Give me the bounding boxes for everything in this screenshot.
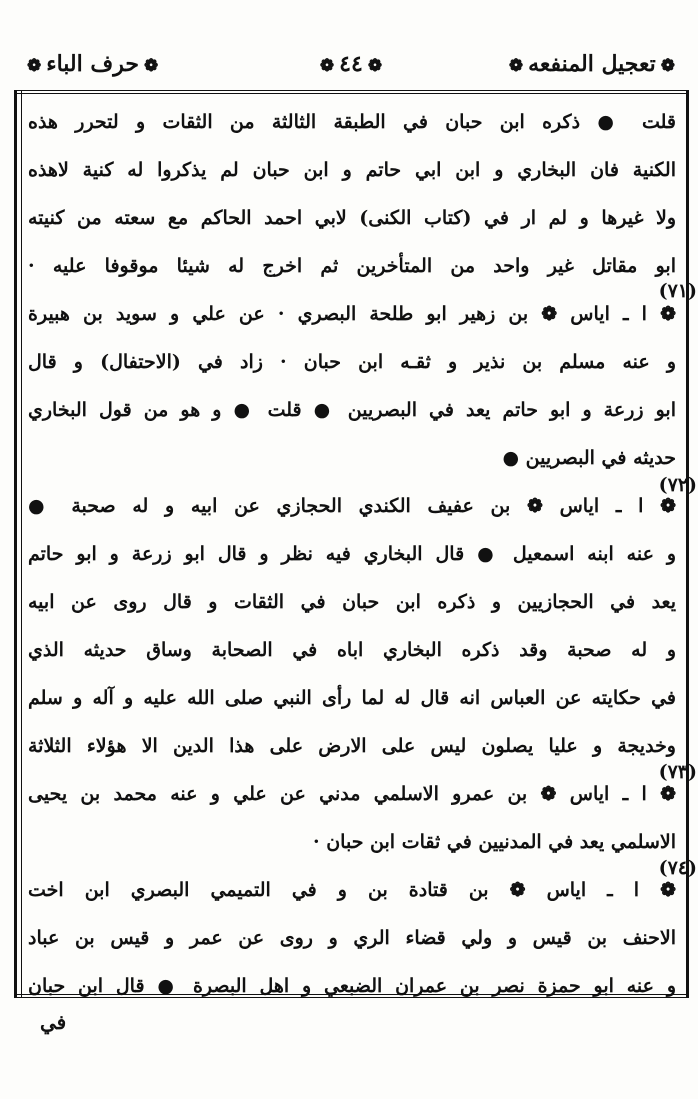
frame-rule-left-inner	[21, 90, 22, 998]
text-line: الاسلمي يعد في المدنيين في ثقات ابن حبان ·	[312, 831, 676, 853]
text-line: الاحنف بن قيس و ولي قضاء الري و روى عن عمر و قيس بن عباد	[28, 927, 676, 949]
text-line: وخديجة و عليا يصلون ليس على الارض على هذا الدين الا هؤلاء الثلاثة	[28, 735, 676, 757]
text-line: و عنه مسلم بن نذير و ثقـه ابن حبان · زاد في (الاحتفال) و قال	[28, 351, 676, 373]
header-chapter	[22, 40, 163, 88]
text-line: قلت ● ذكره ابن حبان في الطبقة الثالثة من الثقات و لتحرر هذه	[28, 111, 676, 133]
text-line: ❁ ا ـ اياس ❁ بن قتادة بن و في التميمي البصري ابن اخت	[28, 879, 676, 901]
text-line: ❁ ا ـ اياس ❁ بن زهير ابو طلحة البصري · عن علي و سويد بن هبيرة	[28, 303, 676, 325]
ornament-icon: ❁	[143, 56, 159, 76]
ornament-icon: ❁	[27, 56, 42, 76]
text-line: يعد في الحجازيين و ذكره ابن حبان في الثقات و قال روى عن ابيه	[28, 591, 676, 613]
text-line: ❁ ا ـ اياس ❁ بن عفيف الكندي الحجازي عن ابيه و له صحبة ●	[28, 495, 676, 517]
header-page-number	[315, 40, 387, 88]
entry-number: (٧٣)	[658, 761, 697, 783]
text-line: ❁ ا ـ اياس ❁ بن عمرو الاسلمي مدني عن علي و عنه محمد بن يحيى	[28, 783, 676, 805]
text-line: و عنه ابنه اسمعيل ● قال البخاري فيه نظر و قال ابو زرعة و ابو حاتم	[28, 543, 676, 565]
ornament-icon: ❁	[660, 56, 675, 76]
text-line: الكنية فان البخاري و ابن ابي حاتم و ابن حبان لم يذكروا له كنية لاهذه	[28, 159, 676, 181]
text-line: في حكايته عن العباس انه قال له لما رأى النبي صلى الله عليه و آله و سلم	[28, 687, 676, 709]
entry-number: (٧١)	[658, 280, 697, 302]
chapter-title: حرف الباء	[46, 51, 139, 77]
body-text	[28, 98, 676, 1010]
text-line: حديثه في البصريين ●	[502, 447, 676, 469]
text-line: ابو زرعة و ابو حاتم يعد في البصريين ● قلت ● و هو من قول البخاري	[28, 399, 676, 421]
text-line: و عنه ابو حمزة نصر بن عمران الضبعي و اهل البصرة ● قال ابن حبان	[28, 975, 676, 997]
ornament-icon: ❁	[319, 56, 335, 76]
entry-number: (٧٤)	[658, 857, 697, 879]
text-line: ولا غيرها و لم ار في (كتاب الكنى) لابي احمد الحاكم مع سعته من كنيته	[28, 207, 676, 229]
ornament-icon: ❁	[367, 56, 383, 76]
text-line: ابو مقاتل غير واحد من المتأخرين ثم اخرج له شيئا موقوفا عليه ·	[28, 255, 676, 277]
entry-number: (٧٢)	[658, 474, 697, 496]
frame-rule-left-outer	[14, 90, 17, 998]
header-title	[504, 40, 680, 88]
book-title: تعجيل المنفعه	[528, 51, 656, 77]
catchword: في	[40, 1010, 67, 1034]
running-header	[22, 40, 680, 88]
page-number: ٤٤	[339, 51, 363, 77]
ornament-icon: ❁	[508, 56, 524, 76]
text-line: و له صحبة وقد ذكره البخاري اباه في الصحابة وساق حديثه الذي	[28, 639, 676, 661]
